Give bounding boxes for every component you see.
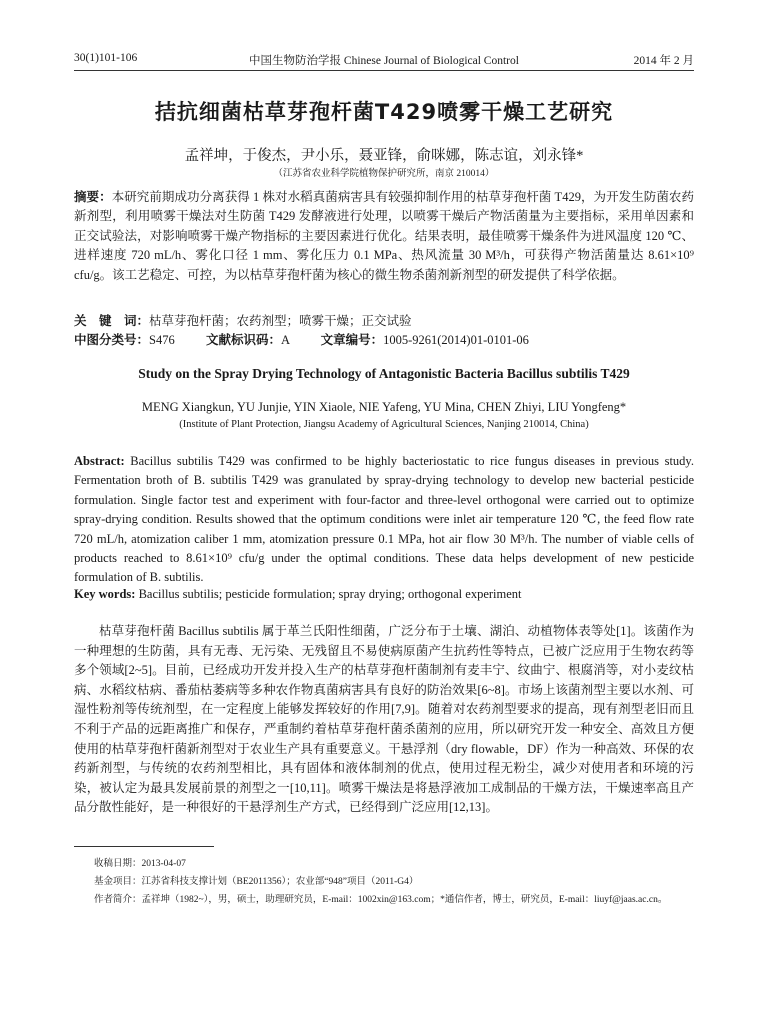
abstract-en-label: Abstract: bbox=[74, 454, 125, 468]
english-title: Study on the Spray Drying Technology of Antagonistic Bacteria Bacillus subtilis T429 bbox=[138, 366, 630, 381]
article-no-label: 文章编号： bbox=[320, 333, 384, 347]
keywords-cn-text: 枯草芽孢杆菌；农药剂型；喷雾干燥；正交试验 bbox=[149, 314, 412, 328]
footnote-received: 收稿日期：2013-04-07 bbox=[94, 859, 186, 869]
abstract-cn-label: 摘要： bbox=[74, 190, 112, 204]
footnote-rule bbox=[74, 846, 214, 847]
running-header bbox=[74, 52, 694, 70]
header-volume: 30(1)101-106 bbox=[74, 52, 138, 64]
keywords-cn-label: 关 键 词： bbox=[74, 314, 150, 328]
doc-code-label: 文献标识码： bbox=[205, 333, 281, 347]
english-authors: MENG Xiangkun, YU Junjie, YIN Xiaole, NIE Yafeng, YU Mina, CHEN Zhiyi, LIU Yongfeng* bbox=[141, 400, 627, 414]
abstract-cn bbox=[74, 188, 694, 285]
abstract-en-text: Bacillus subtilis T429 was confirmed to be highly bacteriostatic to rice fungus diseases in previous study. Fermentation broth of B. subtilis T429 was granulated by spray-drying technology to develop new bacterial pesticide formulation. Single factor test and experiment with four-factor and three-level orthogonal were carried out to optimize spray-drying condition. Results showed that the optimum conditions were inlet air temperature 120 ℃, the feed flow rate 720 mL/h, atomization caliber 1 mm, atomization pressure 0.1 MPa, hot air flow 30 M³/h. The number of viable cells of products reached to 8.61×10⁹ cfu/g under the optimal conditions. These data helps development of new pesticide formulation of B. subtilis. bbox=[74, 454, 694, 585]
header-date: 2014 年 2 月 bbox=[633, 55, 694, 67]
paper-title: 拮抗细菌枯草芽孢杆菌T429喷雾干燥工艺研究 bbox=[154, 100, 614, 124]
article-no-value: 1005-9261(2014)01-0101-06 bbox=[383, 333, 529, 347]
keywords-en-label: Key words: bbox=[74, 587, 136, 601]
keywords-en-text: Bacillus subtilis; pesticide formulation; spray drying; orthogonal experiment bbox=[138, 587, 522, 601]
clc-label: 中图分类号： bbox=[74, 333, 150, 347]
header-journal: 中国生物防治学报 Chinese Journal of Biological Control bbox=[249, 55, 519, 67]
footnote-funding: 基金项目：江苏省科技支撑计划（BE2011356）；农业部“948”项目（2011-G4） bbox=[94, 877, 419, 887]
keywords-cn bbox=[74, 312, 694, 331]
classification-line bbox=[74, 331, 694, 350]
doc-code-value: A bbox=[280, 333, 290, 347]
body-paragraph: 枯草芽孢杆菌 Bacillus subtilis 属于革兰氏阳性细菌，广泛分布于土壤、湖泊、动植物体表等处[1]。该菌作为一种理想的生防菌，具有无毒、无污染、无残留且不易使病原菌产生抗药性等特点，已被广泛应用于生物农药等多个领域[2~5]。目前，已经成功开发并投入生产的枯草芽孢杆菌制剂有麦丰宁、纹曲宁、根腐消等，对小麦纹枯病、水稻纹枯病、番茄枯萎病等多种农作物真菌病害具有良好的防治效果[6~8]。市场上该菌剂型主要以水剂、可湿性粉剂等传统剂型，在一定程度上能够发挥较好的作用[7,9]。随着对农药剂型要求的提高，现有剂型老旧而且不利于产品的远距离推广和保存，严重制约着枯草芽孢杆菌杀菌剂的应用，所以研究开发一种安全、高效且方便使用的枯草芽孢杆菌新剂型对于农业生产具有重要意义。干悬浮剂（dry flowable，DF）作为一种高效、环保的农药新剂型，与传统的农药剂型相比，具有固体和液体制剂的优点，使用过程无粉尘，减少对使用者和环境的污染，被认定为最具发展前景的剂型之一[10,11]。喷雾干燥法是将悬浮液加工成制品的干燥方法，干燥速率高且产品分散性能好，是一种很好的干悬浮剂生产方式，已经得到广泛应用[12,13]。 bbox=[74, 624, 694, 815]
abstract-en bbox=[74, 452, 694, 588]
clc-value: S476 bbox=[149, 333, 175, 347]
affiliation: （江苏省农业科学院植物保护研究所，南京 210014） bbox=[273, 169, 495, 179]
author-list: 孟祥坤，于俊杰，尹小乐，聂亚锋，俞咪娜，陈志谊，刘永锋* bbox=[184, 148, 584, 164]
english-affiliation: (Institute of Plant Protection, Jiangsu Academy of Agricultural Sciences, Nanjing 210014, China) bbox=[179, 419, 589, 430]
abstract-cn-text: 本研究前期成功分离获得 1 株对水稻真菌病害具有较强抑制作用的枯草芽孢杆菌 T429，为开发生防菌农药新剂型，利用喷雾干燥法对生防菌 T429 发酵液进行处理，以喷雾干燥后产物活菌量为主要指标，采用单因素和正交试验法，对影响喷雾干燥产物指标的主要因素进行优化。结果表明，最佳喷雾干燥条件为进风温度 120 ℃、进样速度 720 mL/h、雾化口径 1 mm、雾化压力 0.1 MPa、热风流量 30 M³/h，可获得产物活菌量达 8.61×10⁹ cfu/g。该工艺稳定、可控，为以枯草芽孢杆菌为核心的微生物杀菌剂新剂型的研发提供了科学依据。 bbox=[74, 190, 694, 282]
footnotes bbox=[94, 855, 694, 909]
header-rule bbox=[74, 70, 694, 71]
footnote-author-info: 作者简介：孟祥坤（1982~），男，硕士，助理研究员，E-mail：1002xin@163.com；*通信作者，博士，研究员，E-mail：liuyf@jaas.ac.cn。 bbox=[94, 895, 668, 905]
keywords-en bbox=[74, 585, 694, 604]
